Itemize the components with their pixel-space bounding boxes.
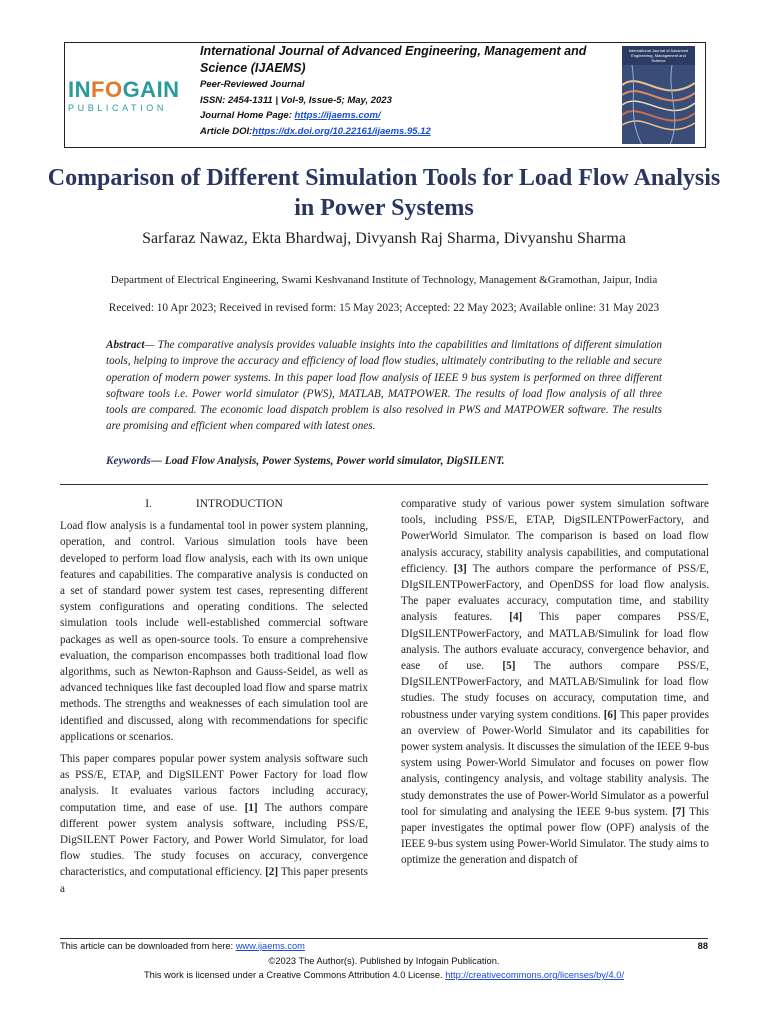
license-link[interactable]: http://creativecommons.org/licenses/by/4.0/	[445, 970, 625, 980]
citation: [1]	[244, 801, 258, 814]
footer-license-line: This work is licensed under a Creative Commons Attribution 4.0 License. http://creativecommons.org/licenses/by/4.0/	[143, 970, 625, 980]
right-column	[401, 496, 709, 875]
page-number: 88	[697, 941, 708, 951]
paragraph: comparative study of various power system simulation software tools, including PSS/E, ETAP, DigSILENTPowerFactory, and PowerWorld Simulator. The comparison is based on load flow analysis accuracy, stability analysis capabilities, and computational efficiency. [3] The authors compare the performance of PSS/E, DIgSILENTPowerFactory, and OpenDSS for load flow analysis. The paper evaluates accuracy, computation time, and stability analysis features. [4] This paper compares PSS/E, DIgSILENTPowerFactory, and MATLAB/Simulink for load flow analysis. The authors evaluate accuracy, convergence behavior, and ease of use. [5] The authors compare PSS/E, DIgSILENTPowerFactory, and MATLAB/Simulink for load flow studies. The study focuses on accuracy, computation time, and robustness under varying system conditions. [6] This paper provides an overview of Power-World Simulator and its capabilities for power system analysis. It discusses the simulation of the IEEE 9-bus system using Power-World Simulator and focuses on power flow analysis, contingency analysis, and voltage stability analysis. The study demonstrates the use of Power-World Simulator as a powerful tool for simulating and analysing the IEEE 9-bus system. [7] This paper investigates the optimal power flow (OPF) analysis of the IEEE 9-bus system using Power-World Simulator. The study aims to optimize the generation and dispatch of	[401, 498, 710, 867]
peer-reviewed-label: Peer-Reviewed Journal	[200, 79, 305, 90]
author-affiliation: Department of Electrical Engineering, Swami Keshvanand Institute of Technology, Management &Gramothan, Jaipur, India	[110, 274, 658, 286]
doi-line: Article DOI:https://dx.doi.org/10.22161/ijaems.95.12	[200, 125, 431, 137]
abstract-label: Abstract	[106, 339, 145, 351]
footer-copyright: ©2023 The Author(s). Published by Infogain Publication.	[268, 956, 500, 966]
citation: [2]	[265, 866, 279, 879]
article-title: Comparison of Different Simulation Tools for Load Flow Analysis in Power Systems	[47, 165, 721, 221]
journal-title: International Journal of Advanced Engineering, Management and Science (IJAEMS)	[200, 44, 587, 75]
cover-title: International Journal of Advanced Engineering, Management and Science	[628, 48, 689, 63]
journal-cover-image	[622, 46, 695, 144]
article-dates: Received: 10 Apr 2023; Received in revised form: 15 May 2023; Accepted: 22 May 2023; Available online: 31 May 2023	[108, 302, 660, 314]
issn-line: ISSN: 2454-1311 | Vol-9, Issue-5; May, 2023	[200, 94, 392, 106]
footer-divider	[60, 938, 708, 939]
footer-download-line: This article can be downloaded from here: www.ijaems.com 88	[60, 941, 708, 951]
paragraph: This paper compares popular power system analysis software such as PSS/E, ETAP, and DigSILENT Power Factory for load flow analysis. It evaluates various factors including accuracy, computation time, and ease of use. [1] The authors compare different power system analysis software, including PSS/E, DigSILENT Power Factory, and Power World Simulator, for load flow studies. The study focuses on accuracy, convergence characteristics, and computational efficiency. [2] This paper presents a	[60, 753, 369, 895]
keywords	[106, 455, 662, 467]
section-heading: I. INTRODUCTION	[145, 498, 283, 510]
cover-artwork	[622, 65, 695, 144]
keywords-text: — Load Flow Analysis, Power Systems, Power world simulator, DigSILENT.	[150, 455, 505, 467]
home-page-link[interactable]: https://ijaems.com/	[294, 110, 381, 121]
citation: [3]	[453, 562, 467, 575]
home-page-line: Journal Home Page: https://ijaems.com/	[200, 110, 381, 121]
section-divider	[60, 484, 708, 485]
keywords-label: Keywords	[106, 455, 151, 467]
citation: [4]	[509, 611, 523, 624]
doi-link[interactable]: https://dx.doi.org/10.22161/ijaems.95.12	[252, 125, 431, 137]
journal-info	[200, 43, 600, 139]
abstract	[106, 337, 662, 435]
left-column	[60, 496, 368, 903]
download-link[interactable]: www.ijaems.com	[235, 941, 305, 951]
logo-subtitle: PUBLICATION	[68, 103, 167, 113]
infogain-logo	[68, 78, 186, 118]
article-authors: Sarfaraz Nawaz, Ekta Bhardwaj, Divyansh Raj Sharma, Divyanshu Sharma	[142, 230, 626, 247]
paragraph: Load flow analysis is a fundamental tool in power system planning, operation, and control. Various simulation tools have been developed to perform load flow analysis, each with its own unique features and capabilities. The comparative analysis is conducted on a set of standard power system test cases, representing different system configurations and operating conditions. The selected simulation tools include well-established commercial software packages as well as open-source tools. To ensure a comprehensive evaluation, the comparison encompasses both traditional load flow algorithms, such as Newton-Raphson and Gauss-Seidel, as well as advanced techniques like fast decoupled load flow and sparse matrix methods. The strengths and weaknesses of each simulation tool are identified and discussed, along with recommendations for specific applications or scenarios.	[60, 520, 368, 743]
citation: [7]	[672, 805, 686, 818]
logo-wordmark: INFOGAIN	[68, 77, 180, 102]
citation: [6]	[603, 708, 617, 721]
citation: [5]	[502, 660, 516, 673]
abstract-text: — The comparative analysis provides valuable insights into the capabilities and limitations of different simulation tools, helping to improve the accuracy and efficiency of load flow studies, ultimately contributing to the reliable and secure operation of modern power systems. In this paper load flow analysis of IEEE 9 bus system is performed on three different software tools i.e. Power world simulator (PWS), MATLAB, MATPOWER. The results of load flow analysis of all three tools are compared. The economic load dispatch problem is also resolved in PWS and MATPOWER software. The results are promising and efficient when compared with latest ones.	[106, 339, 662, 433]
